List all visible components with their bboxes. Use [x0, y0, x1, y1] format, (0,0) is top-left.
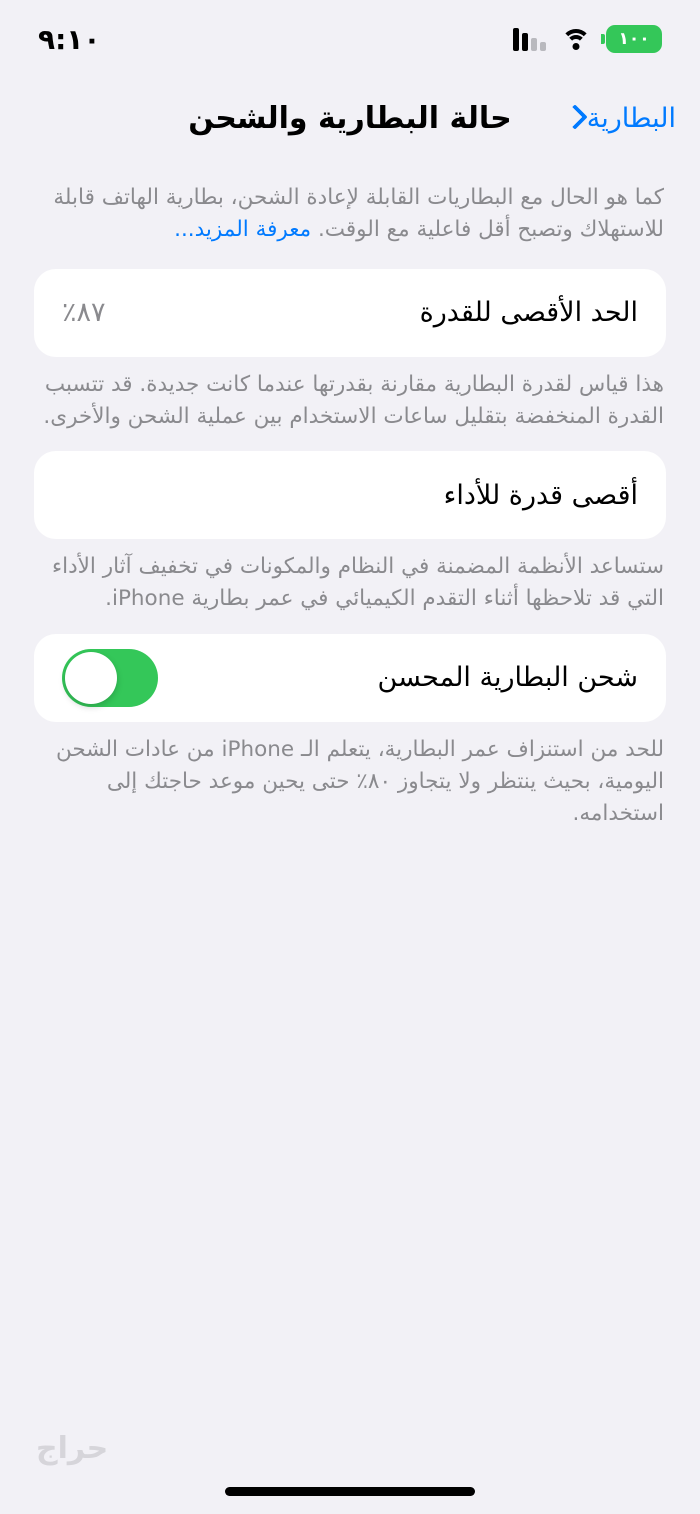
status-bar-right [38, 23, 100, 56]
home-indicator[interactable] [225, 1487, 475, 1496]
watermark: حراج [36, 1431, 109, 1466]
cellular-bars-icon [513, 27, 546, 51]
optimized-charging-row[interactable] [34, 634, 666, 722]
battery-level-text: ١٠٠ [618, 28, 650, 49]
peak-performance-card [34, 451, 666, 539]
status-bar-left [513, 25, 662, 53]
optimized-charging-card [34, 634, 666, 722]
maximum-capacity-footnote: هذا قياس لقدرة البطارية مقارنة بقدرتها عندما كانت جديدة. قد تتسبب القدرة المنخفضة بتقليل ساعات الاستخدام بين عملية الشحن والأخرى. [43, 371, 664, 429]
navigation-bar [0, 78, 700, 158]
peak-performance-row[interactable] [34, 451, 666, 539]
back-button-label: البطارية [586, 102, 676, 134]
maximum-capacity-value: ٨٧٪ [62, 297, 106, 328]
peak-performance-label: أقصى قدرة للأداء [443, 479, 638, 511]
maximum-capacity-card [34, 269, 666, 357]
peak-performance-footnote: ستساعد الأنظمة المضمنة في النظام والمكونات في تخفيف آثار الأداء التي قد تلاحظها أثناء التقدم الكيميائي في عمر بطارية iPhone. [52, 554, 664, 612]
status-bar-clock: ٩:١٠ [38, 22, 101, 56]
settings-content [0, 166, 700, 1514]
status-bar [0, 0, 700, 78]
optimized-charging-footnote: للحد من استنزاف عمر البطارية، يتعلم الـ iPhone من عادات الشحن اليومية، بحيث ينتظر ولا يتجاوز ٨٠٪ حتى يحين موعد حاجتك إلى استخدامه. [56, 736, 664, 826]
intro-text: كما هو الحال مع البطاريات القابلة لإعادة الشحن، بطارية الهاتف قابلة للاستهلاك وتصبح أقل فاعلية مع الوقت. [53, 185, 664, 243]
intro-description [34, 166, 666, 269]
optimized-charging-label: شحن البطارية المحسن [377, 662, 638, 693]
back-button[interactable] [565, 103, 676, 134]
optimized-charging-toggle[interactable] [62, 649, 158, 707]
maximum-capacity-row[interactable] [34, 269, 666, 357]
page-title: حالة البطارية والشحن [188, 100, 512, 136]
battery-icon [606, 25, 662, 53]
learn-more-link[interactable]: معرفة المزيد... [174, 217, 312, 243]
wifi-icon [560, 27, 592, 51]
maximum-capacity-label: الحد الأقصى للقدرة [419, 297, 638, 328]
chevron-right-icon [565, 104, 581, 132]
toggle-knob [65, 652, 117, 704]
